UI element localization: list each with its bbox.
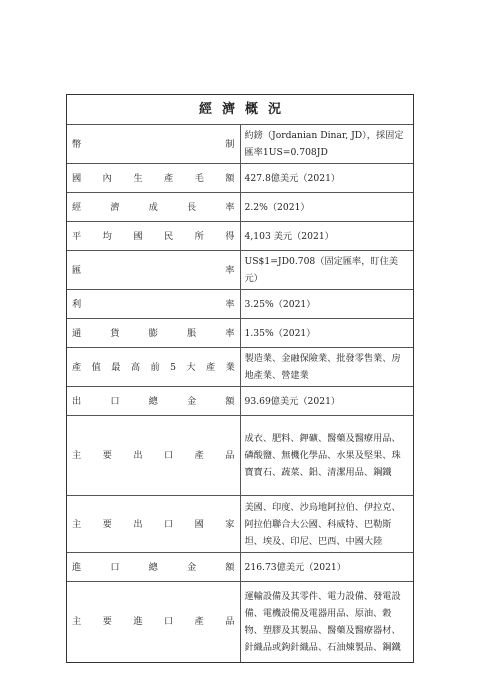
table-row: [67, 222, 413, 251]
overview-table: [67, 95, 413, 662]
row-label-total-imports: 進口總金額: [67, 553, 240, 582]
row-label-total-exports: 出口總金額: [67, 387, 240, 416]
table-row: [67, 348, 413, 387]
table-row: [67, 416, 413, 496]
row-value-main-export-products: 成衣、肥料、鉀礦、醫藥及醫療用品、磷酸鹽、無機化學品、水果及堅果、珠寶寶石、蔬菜、鋁、清潔用品、鋼鐵: [240, 416, 413, 496]
row-value-main-import-products: 運輸設備及其零件、電力設備、發電設備、電機設備及電器用品、原油、穀物、塑膠及其製品、醫藥及醫療器材、針織品或鉤針織品、石油煉製品、鋼鐵: [240, 582, 413, 662]
row-value-top-industries: 製造業、金融保險業、批發零售業、房地產業、營建業: [240, 348, 413, 387]
table-row: [67, 582, 413, 662]
table-row: [67, 553, 413, 582]
table-row: [67, 496, 413, 553]
row-value-inflation-rate: 1.35%（2021）: [240, 319, 413, 348]
table-row: [67, 319, 413, 348]
row-label-main-export-countries: 主要出口國家: [67, 496, 240, 553]
economic-overview-table: [66, 94, 414, 663]
row-label-currency: 幣制: [67, 125, 240, 164]
row-label-inflation-rate: 通貨膨脹率: [67, 319, 240, 348]
table-row: [67, 125, 413, 164]
row-label-growth-rate: 經濟成長率: [67, 193, 240, 222]
table-row: [67, 164, 413, 193]
row-value-total-exports: 93.69億美元（2021）: [240, 387, 413, 416]
row-value-per-capita-income: 4,103 美元（2021）: [240, 222, 413, 251]
row-value-exchange-rate: US$1=JD0.708（固定匯率，盯住美元）: [240, 251, 413, 290]
table-title: 經濟概況: [67, 95, 413, 125]
row-value-gdp: 427.8億美元（2021）: [240, 164, 413, 193]
row-value-interest-rate: 3.25%（2021）: [240, 290, 413, 319]
row-value-growth-rate: 2.2%（2021）: [240, 193, 413, 222]
table-row: [67, 290, 413, 319]
row-label-per-capita-income: 平均國民所得: [67, 222, 240, 251]
row-label-top-industries: 產值最高前5大產業: [67, 348, 240, 387]
row-value-total-imports: 216.73億美元（2021）: [240, 553, 413, 582]
row-label-interest-rate: 利率: [67, 290, 240, 319]
row-value-main-export-countries: 美國、印度、沙烏地阿拉伯、伊拉克、阿拉伯聯合大公國、科威特、巴勒斯坦、埃及、印尼、巴西、中國大陸: [240, 496, 413, 553]
row-label-main-export-products: 主要出口產品: [67, 416, 240, 496]
title-row: [67, 95, 413, 125]
row-value-currency: 約鎊（Jordanian Dinar, JD），採固定匯率1US=0.708JD: [240, 125, 413, 164]
table-row: [67, 251, 413, 290]
row-label-gdp: 國內生產毛額: [67, 164, 240, 193]
row-label-main-import-products: 主要進口產品: [67, 582, 240, 662]
table-row: [67, 193, 413, 222]
table-row: [67, 387, 413, 416]
row-label-exchange-rate: 匯率: [67, 251, 240, 290]
